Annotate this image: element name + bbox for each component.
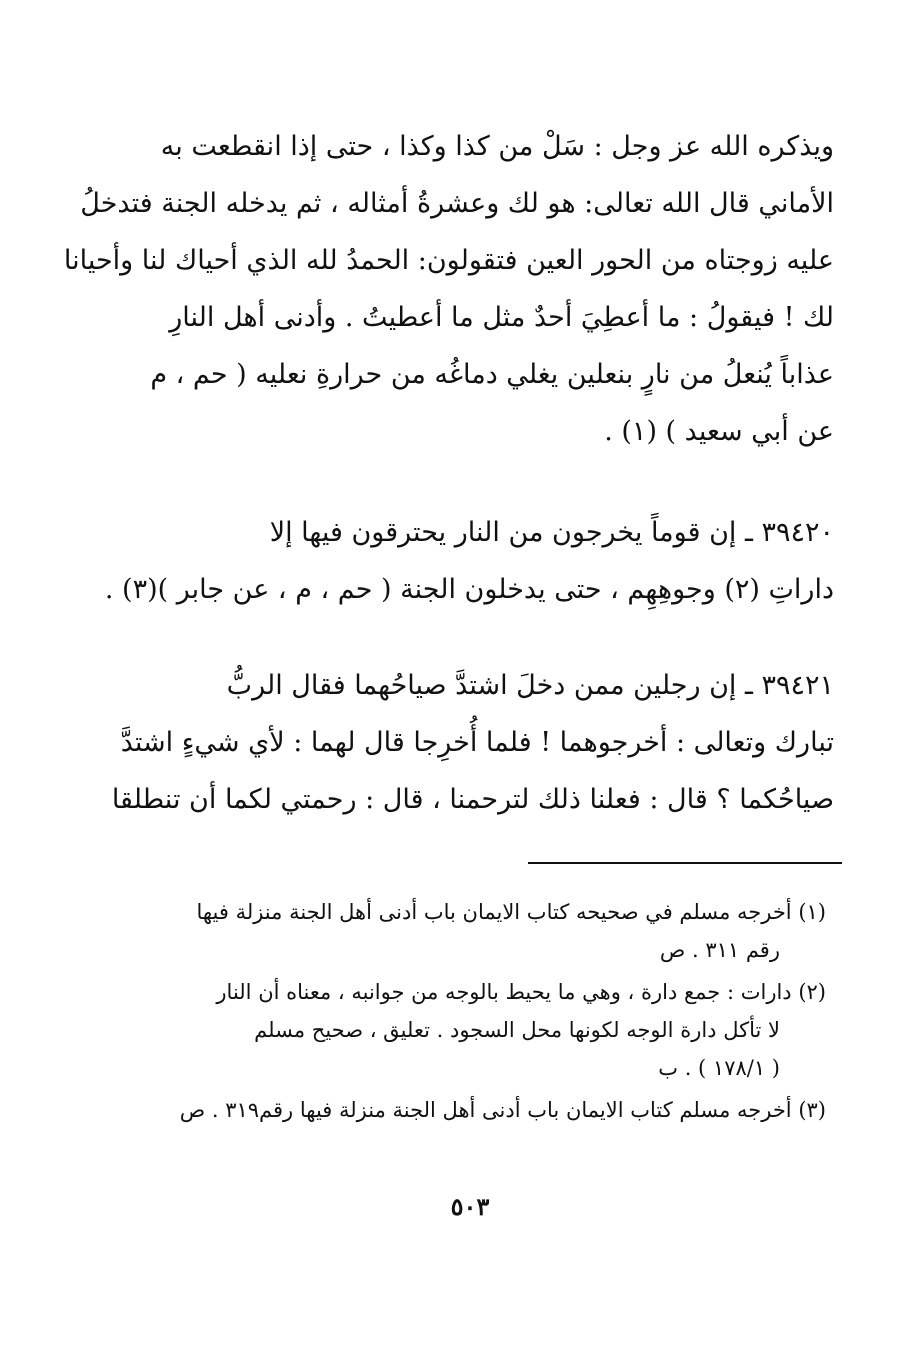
footnote-line: (٢) دارات : جمع دارة ، وهي ما يحيط بالوجه من جوانبه ، معناه أن النار [216,980,826,1004]
page-number: ٥٠٣ [450,1192,490,1221]
paragraph-hadith-continuation [63,118,834,460]
footnote-3 [126,1091,826,1129]
text-line: لك ! فيقولُ : ما أعطِيَ أحدٌ مثل ما أعطيتُ . وأدنى أهل النارِ [169,302,834,333]
text-line: ٣٩٤٢٠ ـ إن قوماً يخرجون من النار يحترقون فيها إلا [269,517,834,548]
text-line: عليه زوجتاه من الحور العين فتقولون: الحمدُ لله الذي أحياك لنا وأحيانا [63,245,834,276]
footnote-line: ( ١٧٨/١ ) . ب [658,1056,780,1080]
text-line: ٣٩٤٢١ ـ إن رجلين ممن دخلَ اشتدَّ صياحُهما فقال الربُّ [226,670,834,701]
footnote-2 [126,973,826,1087]
footnote-line: لا تأكل دارة الوجه لكونها محل السجود . تعليق ، صحيح مسلم [254,1018,780,1042]
text-line: تبارك وتعالى : أخرجوهما ! فلما أُخرِجا قال لهما : لأي شيءٍ اشتدَّ [120,727,834,758]
footnotes [126,893,826,1129]
text-line: صياحُكما ؟ قال : فعلنا ذلك لترحمنا ، قال : رحمتي لكما أن تنطلقا [111,784,834,815]
paragraph-hadith-39420 [104,504,834,618]
footnote-line: (١) أخرجه مسلم في صحيحه كتاب الايمان باب أدنى أهل الجنة منزلة فيها [196,900,826,924]
text-line: ويذكره الله عز وجل : سَلْ من كذا وكذا ، حتى إذا انقطعت به [160,131,834,162]
text-line: الأماني قال الله تعالى: هو لك وعشرةُ أمثاله ، ثم يدخله الجنة فتدخلُ [80,188,834,219]
footnote-line: رقم ٣١١ . ص [659,938,780,962]
footnote-separator [528,862,842,864]
footnote-1 [126,893,826,969]
text-line: داراتِ (٢) وجوهِهِم ، حتى يدخلون الجنة ( حم ، م ، عن جابر )(٣) . [104,574,834,605]
text-line: عذاباً يُنعلُ من نارٍ بنعلين يغلي دماغُه من حرارةِ نعليه ( حم ، م [150,359,834,390]
text-line: عن أبي سعيد ) (١) . [604,416,834,447]
footnote-line: (٣) أخرجه مسلم كتاب الايمان باب أدنى أهل الجنة منزلة فيها رقم٣١٩ . ص [179,1098,826,1122]
paragraph-hadith-39421 [111,657,834,828]
